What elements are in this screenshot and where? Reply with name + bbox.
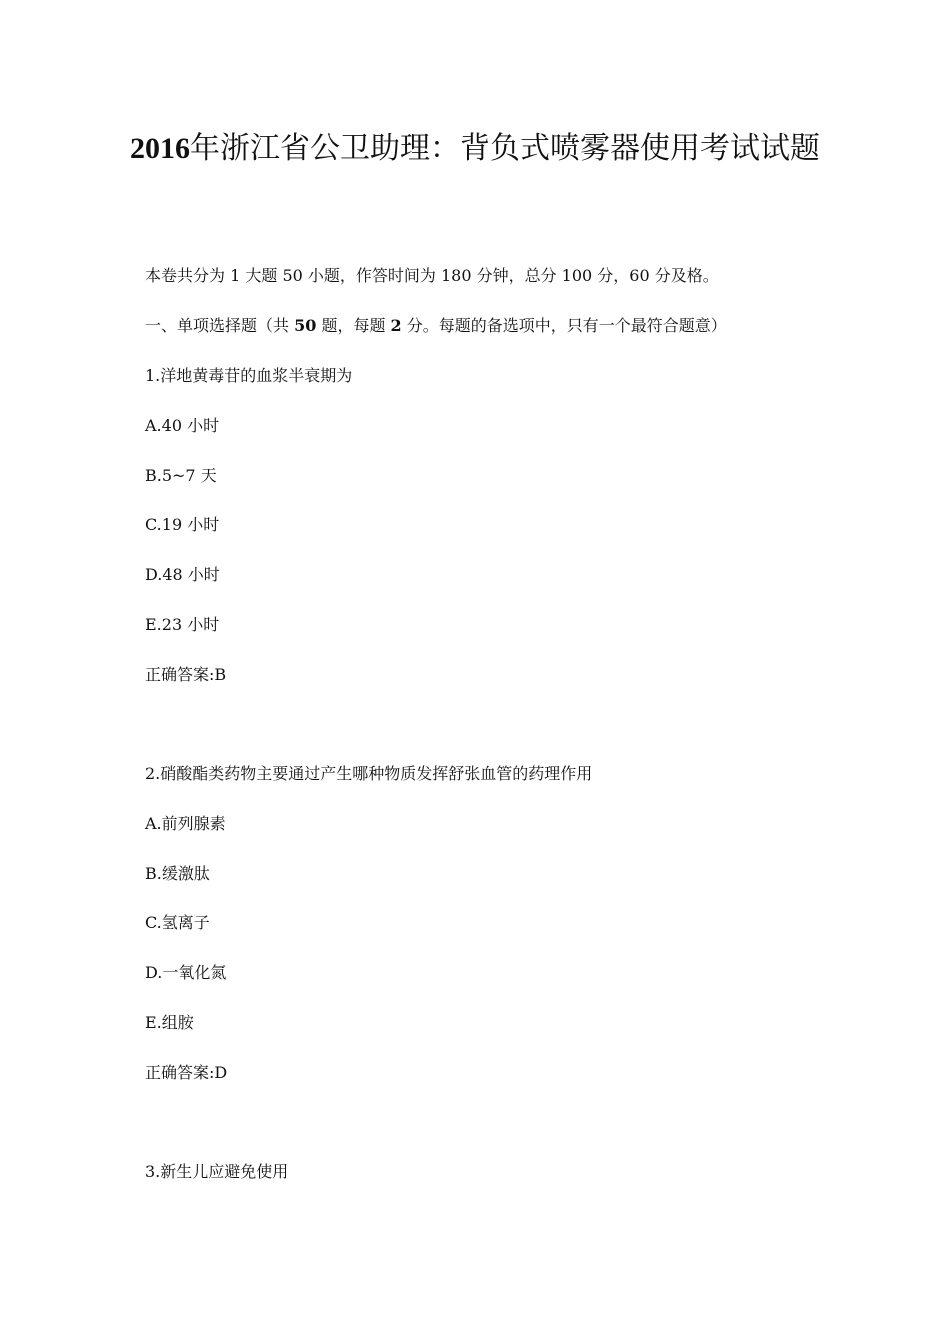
question-1-option-c: C.19 小时 [145, 515, 220, 534]
section-heading [145, 316, 727, 336]
title-year: 2016 [130, 132, 190, 165]
section-count: 50 [294, 316, 317, 335]
question-2-answer: 正确答案:D [145, 1063, 228, 1082]
question-2-option-c: C.氢离子 [145, 913, 210, 932]
section-prefix: 一、单项选择题（共 [145, 316, 295, 335]
question-1-option-e: E.23 小时 [145, 615, 220, 634]
question-2-option-d: D.一氧化氮 [145, 963, 227, 982]
question-2-option-b: B.缓激肽 [145, 864, 210, 883]
question-1-answer: 正确答案:B [145, 665, 227, 684]
section-middle: 题，每题 [316, 316, 391, 335]
question-2-stem: 2.硝酸酯类药物主要通过产生哪种物质发挥舒张血管的药理作用 [145, 764, 593, 783]
title-text: 年浙江省公卫助理：背负式喷雾器使用考试试题 [190, 131, 820, 166]
question-2-option-e: E.组胺 [145, 1013, 194, 1032]
section-suffix: 分。每题的备选项中，只有一个最符合题意） [401, 316, 727, 335]
question-1-option-b: B.5~7 天 [145, 466, 217, 485]
question-1-stem: 1.洋地黄毒苷的血浆半衰期为 [145, 366, 353, 385]
section-points: 2 [390, 316, 402, 335]
question-3-stem: 3.新生儿应避免使用 [145, 1162, 289, 1181]
question-2-option-a: A.前列腺素 [145, 814, 226, 833]
question-1-option-d: D.48 小时 [145, 565, 220, 584]
question-1-option-a: A.40 小时 [145, 416, 220, 435]
exam-intro: 本卷共分为 1 大题 50 小题，作答时间为 180 分钟，总分 100 分，60 分及格。 [145, 266, 719, 285]
document-title [120, 122, 830, 176]
